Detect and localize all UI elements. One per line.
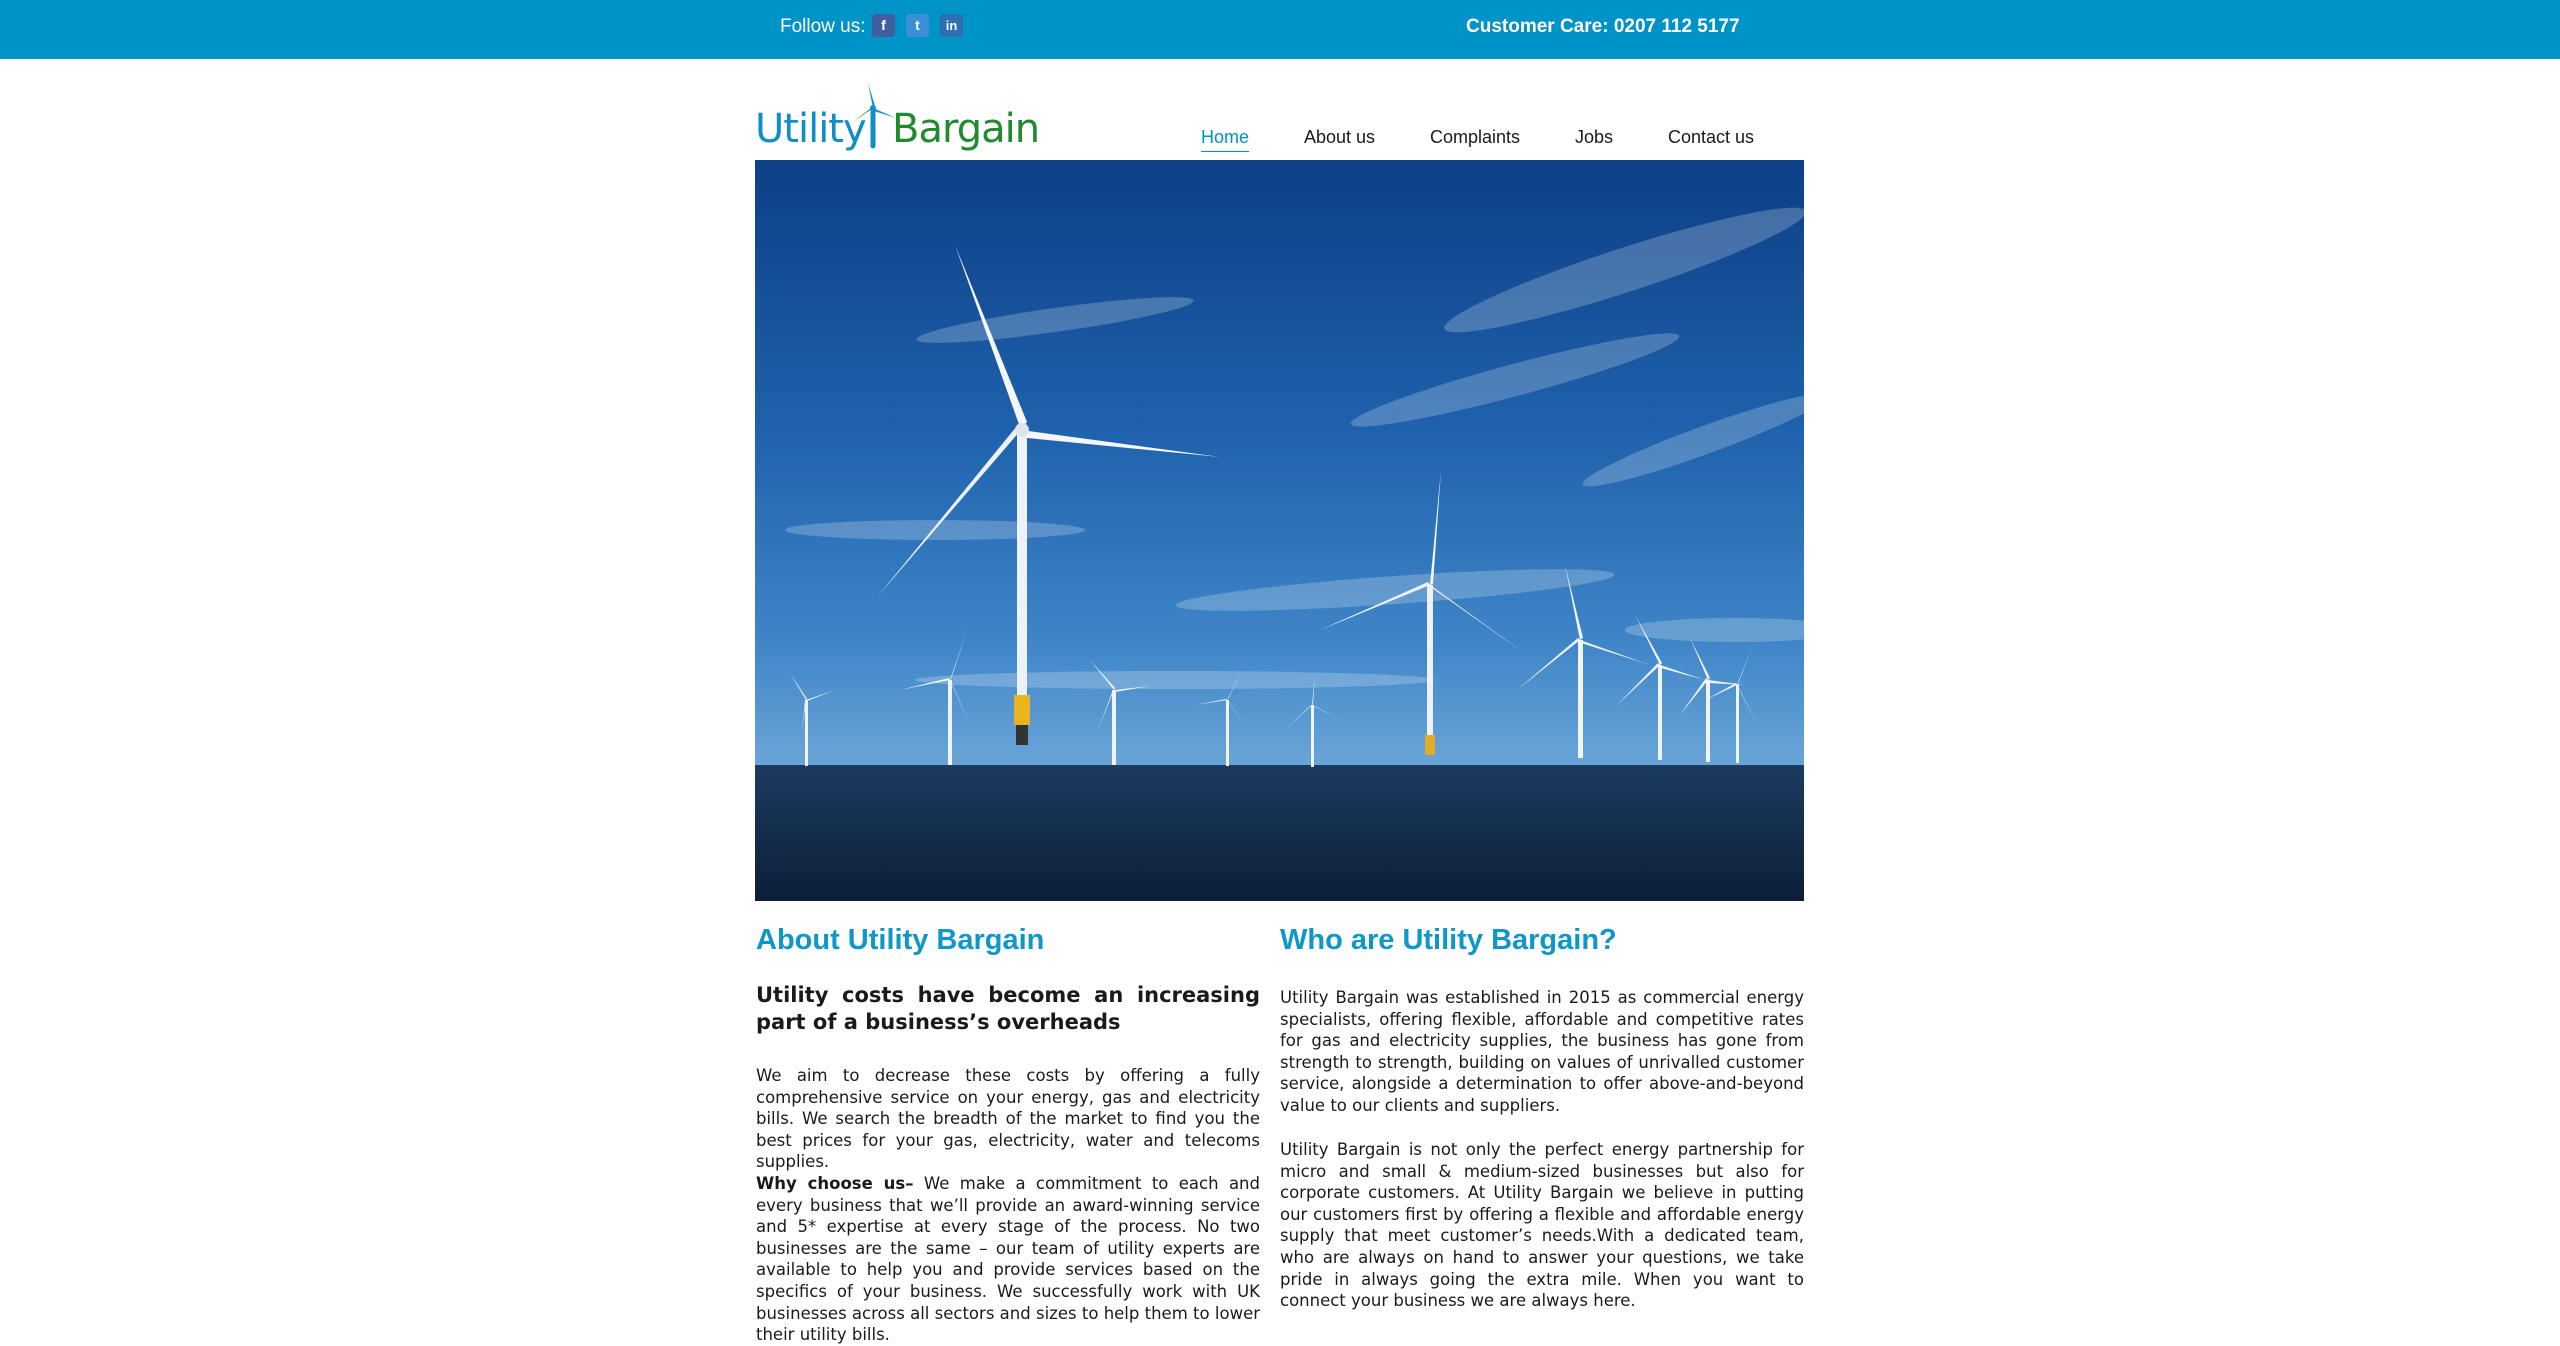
who-title: Who are Utility Bargain? (1280, 924, 1617, 956)
nav-home[interactable]: Home (1201, 127, 1249, 152)
linkedin-icon[interactable]: in (940, 14, 963, 37)
top-bar (0, 0, 2560, 59)
about-lead: Utility costs have become an increasing part of a business’s overheads (756, 983, 1260, 1034)
nav-complaints[interactable]: Complaints (1430, 127, 1521, 147)
about-paragraph-2 (756, 1173, 1260, 1346)
about-paragraph-1: We aim to decrease these costs by offering a fully comprehensive service on your energy, gas and electricity bills. We search the breadth of the market to find you the best prices for your gas, electricity, water and telecoms supplies. (756, 1066, 1260, 1172)
who-paragraph-1: Utility Bargain was established in 2015 as commercial energy specialists, offering flexible, affordable and competitive rates for gas and electricity supplies, the business has gone from strength to strength, building on values of unrivalled customer service, alongside a determination to offer above-and-beyond value to our clients and suppliers. (1280, 988, 1804, 1115)
why-choose-us-label: Why choose us– (756, 1174, 914, 1193)
nav-contact-us[interactable]: Contact us (1668, 127, 1755, 147)
logo-text-bargain: Bargain (892, 106, 1040, 152)
about-title: About Utility Bargain (756, 924, 1045, 956)
hero-wind-farm-image (755, 160, 1804, 901)
nav-jobs[interactable]: Jobs (1575, 127, 1614, 147)
twitter-icon[interactable]: t (906, 14, 929, 37)
who-paragraph-2: Utility Bargain is not only the perfect energy partnership for micro and small & medium-sized businesses but also for corporate customers. At Utility Bargain we believe in putting our customers first by offering a flexible and affordable energy supply that meet customer’s needs.With a dedicated team, who are always on hand to answer your questions, we take pride in always going the extra mile. When you want to connect your business we are always here. (1280, 1140, 1804, 1311)
facebook-icon[interactable]: f (872, 14, 895, 37)
logo-text-utility: Utility (755, 106, 866, 152)
follow-us-label: Follow us: (780, 16, 866, 37)
customer-care-phone: Customer Care: 0207 112 5177 (1466, 16, 1740, 37)
nav-about-us[interactable]: About us (1304, 127, 1376, 147)
utility-bargain-logo[interactable] (755, 80, 1040, 162)
why-choose-us-text: We make a commitment to each and every business that we’ll provide an award-winning service and 5* expertise at every stage of the process. No two businesses are the same – our team of utility experts are available to help you and provide services based on the specifics of your business. We successfully work with UK businesses across all sectors and sizes to help them to lower their utility bills. (756, 1174, 1260, 1345)
